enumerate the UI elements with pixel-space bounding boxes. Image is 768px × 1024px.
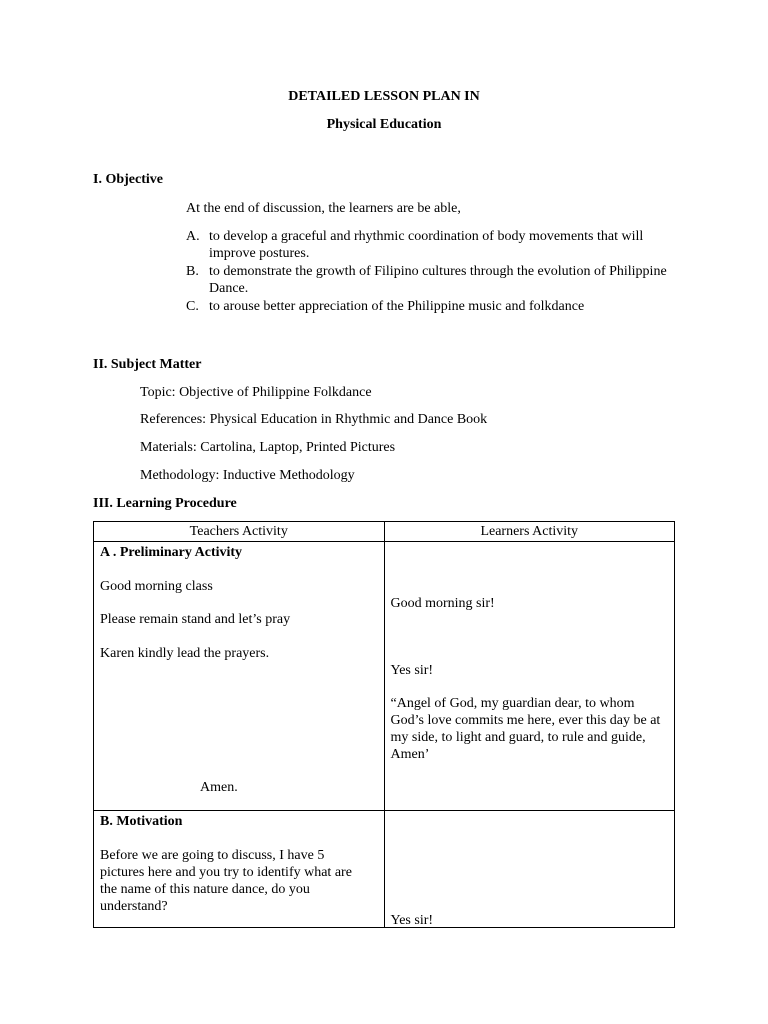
column-header-teachers: Teachers Activity [94, 522, 385, 542]
item-letter: A. [186, 229, 200, 244]
learner-line: Good morning sir! [390, 596, 495, 611]
objective-list [186, 228, 676, 316]
table-row [94, 542, 675, 811]
list-item [186, 263, 676, 297]
document-subtitle: Physical Education [326, 117, 442, 132]
teacher-cell [94, 811, 385, 928]
table-header-row [94, 522, 675, 542]
column-header-learners: Learners Activity [384, 522, 675, 542]
item-text: to develop a graceful and rhythmic coordination of body movements that will improve postures. [209, 229, 644, 261]
objective-heading: I. Objective [93, 172, 163, 187]
document-title: DETAILED LESSON PLAN IN [288, 89, 480, 104]
subject-matter-heading: II. Subject Matter [93, 357, 202, 372]
objective-intro: At the end of discussion, the learners are be able, [186, 201, 461, 216]
teacher-line: Amen. [200, 780, 238, 795]
learner-cell [384, 811, 675, 928]
learning-procedure-heading: III. Learning Procedure [93, 496, 237, 511]
topic-line: Topic: Objective of Philippine Folkdance [140, 385, 372, 400]
table-row [94, 811, 675, 928]
item-letter: C. [186, 299, 199, 314]
materials-line: Materials: Cartolina, Laptop, Printed Pictures [140, 440, 396, 455]
list-item [186, 298, 676, 315]
preliminary-heading: A . Preliminary Activity [100, 545, 243, 560]
learner-line: Yes sir! [390, 663, 434, 678]
teacher-line: Karen kindly lead the prayers. [100, 646, 270, 661]
item-text: to arouse better appreciation of the Philippine music and folkdance [209, 299, 585, 314]
methodology-line: Methodology: Inductive Methodology [140, 468, 355, 483]
teacher-line: Good morning class [100, 579, 213, 594]
item-letter: B. [186, 264, 199, 279]
item-text: to demonstrate the growth of Filipino cultures through the evolution of Philippine Dance. [209, 264, 667, 296]
motivation-heading: B. Motivation [100, 814, 183, 829]
procedure-table [93, 521, 675, 928]
learner-cell [384, 542, 675, 811]
teacher-cell [94, 542, 385, 811]
teacher-line: Before we are going to discuss, I have 5 pictures here and you try to identify what are the name of this nature dance, do you understand? [100, 848, 352, 914]
teacher-line: Please remain stand and let’s pray [100, 612, 291, 627]
learner-line: Yes sir! [390, 913, 434, 928]
references-line: References: Physical Education in Rhythmic and Dance Book [140, 412, 488, 427]
learner-line: “Angel of God, my guardian dear, to whom God’s love commits me here, ever this day be at my side, to light and guard, to rule and guide, Amen’ [390, 696, 661, 762]
list-item [186, 228, 676, 262]
